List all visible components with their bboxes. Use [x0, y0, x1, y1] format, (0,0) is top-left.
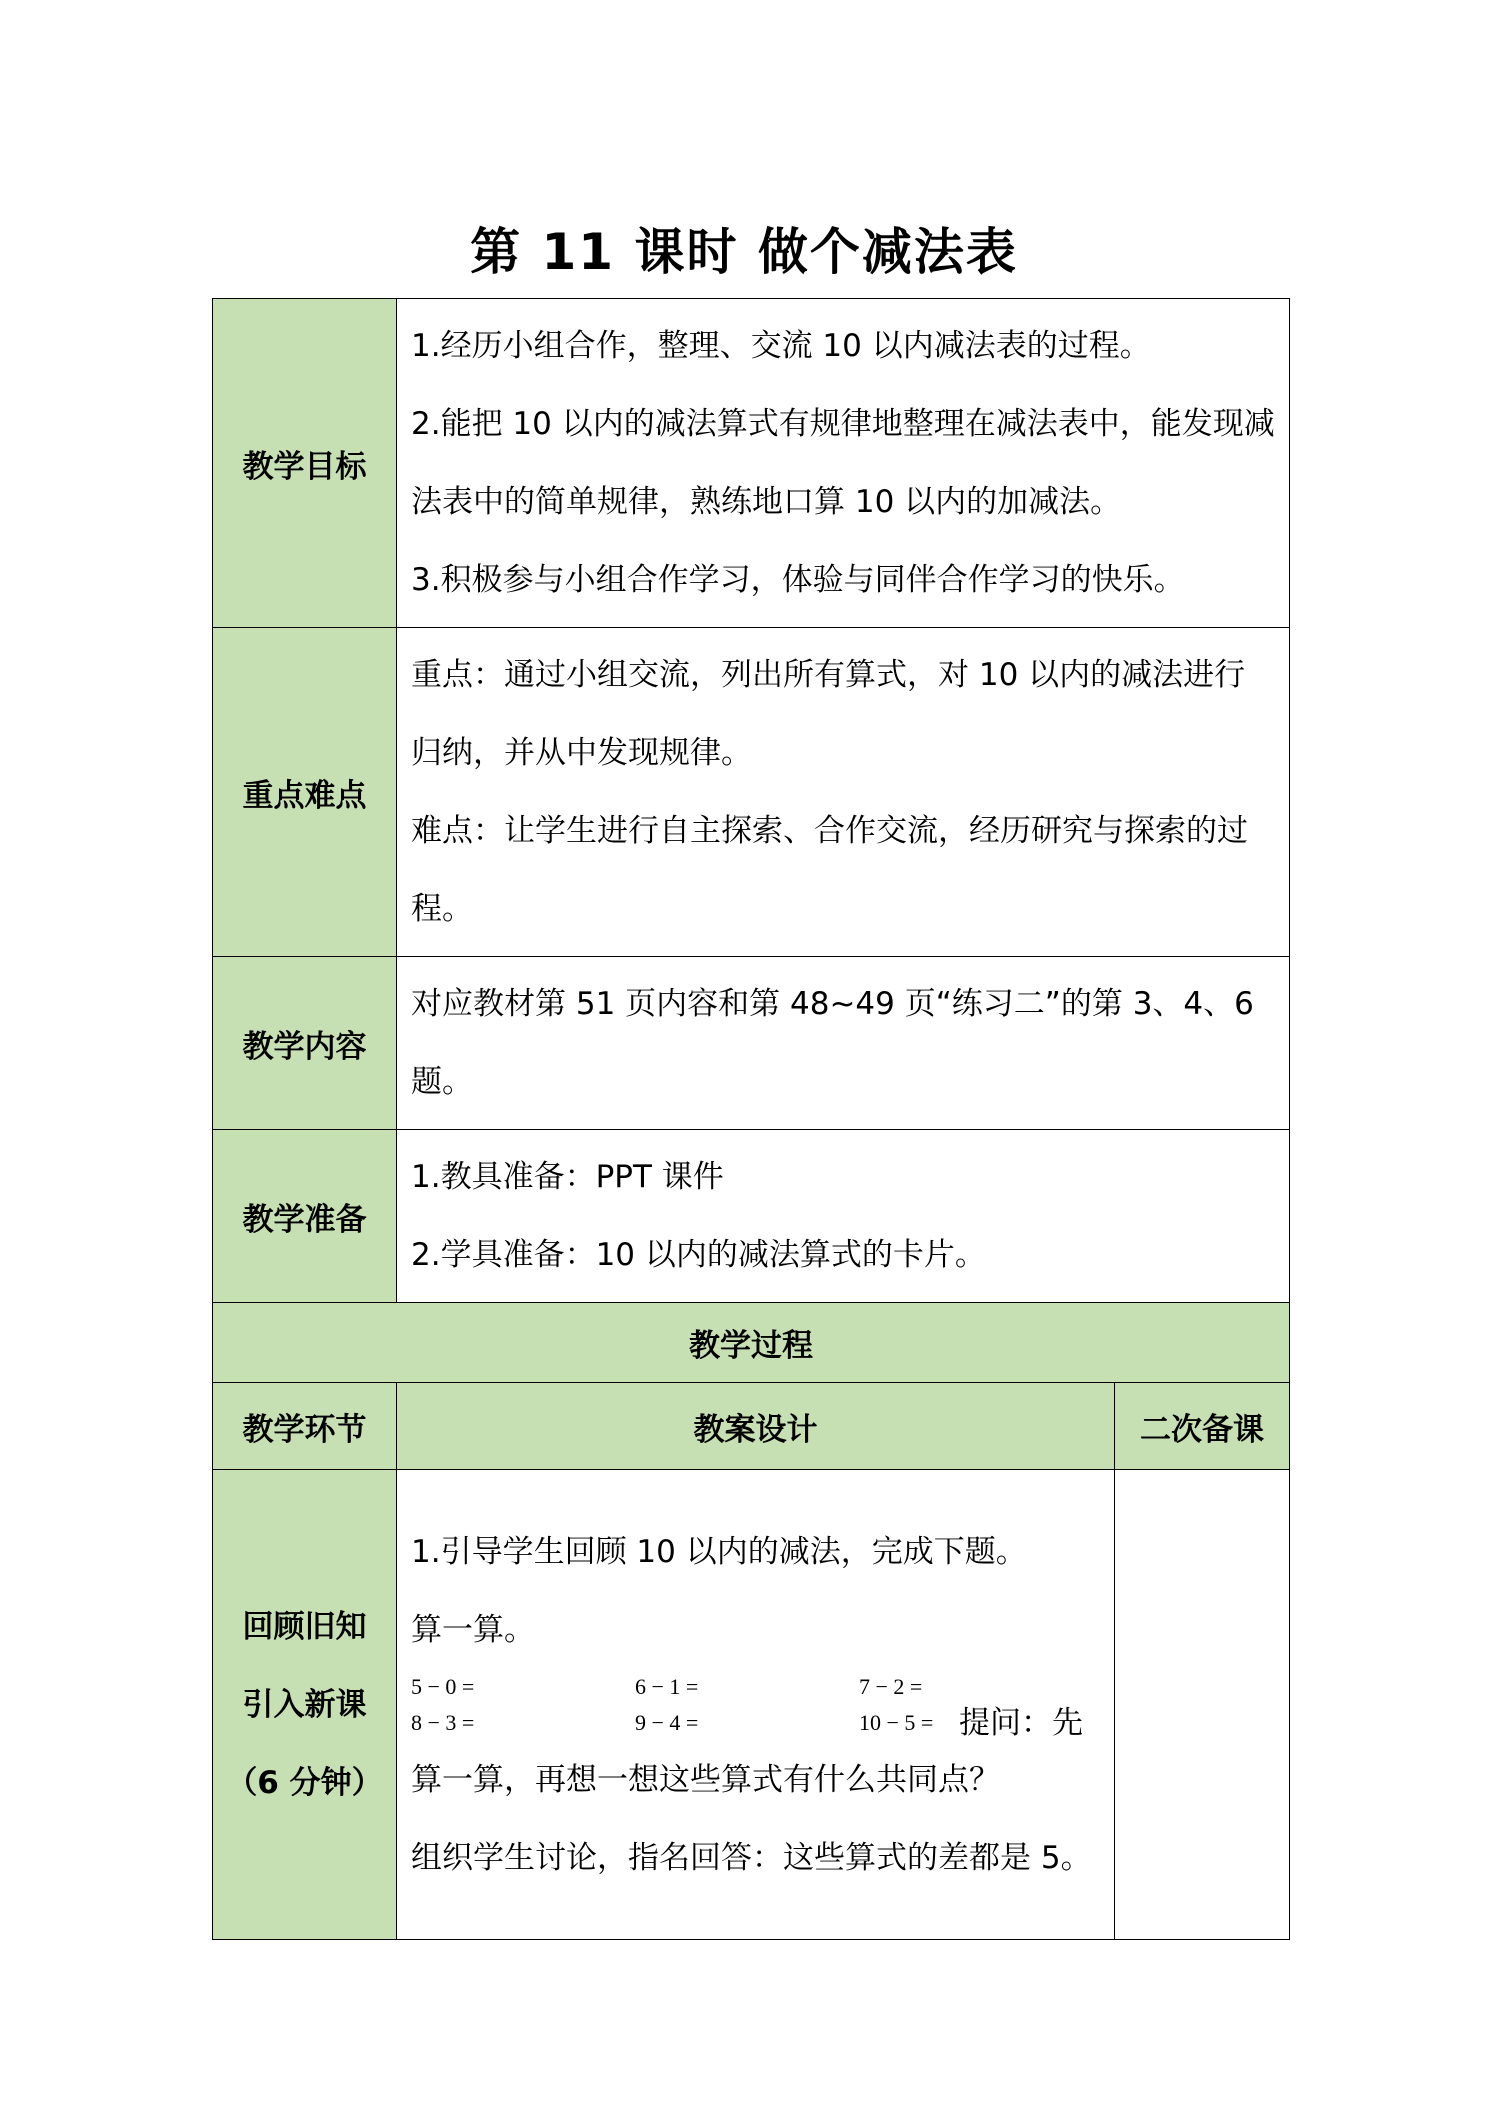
prep-item: 1.教具准备：PPT 课件	[411, 1159, 724, 1195]
prep-row	[213, 1130, 1290, 1303]
keypoints-content	[397, 628, 1290, 957]
question-start: 提问：先	[959, 1704, 1083, 1741]
exercise-item: 6 − 1 =	[635, 1673, 699, 1699]
column-header-stage: 教学环节	[213, 1383, 397, 1470]
stage-label-line: （6 分钟）	[226, 1764, 383, 1801]
exercise-row	[411, 1705, 1100, 1741]
process-header: 教学过程	[213, 1303, 1290, 1383]
goals-content	[397, 299, 1290, 628]
process-header-row	[213, 1303, 1290, 1383]
content-row	[213, 957, 1290, 1130]
stage-design	[397, 1470, 1115, 1940]
content-text: 对应教材第 51 页内容和第 48~49 页“练习二”的第 3、4、6 题。	[397, 957, 1290, 1130]
column-header-row	[213, 1383, 1290, 1470]
prep-item: 2.学具准备：10 以内的减法算式的卡片。	[411, 1237, 986, 1273]
goal-item: 2.能把 10 以内的减法算式有规律地整理在减法表中，能发现减法表中的简单规律，熟练地口算 10 以内的加减法。	[411, 406, 1275, 520]
exercise-item: 5 − 0 =	[411, 1673, 475, 1699]
stage-line: 算一算。	[411, 1611, 535, 1648]
lesson-title: 第 11 课时 做个减法表	[470, 223, 1018, 281]
stage-label-line: 引入新课	[242, 1686, 367, 1723]
exercise-item: 7 − 2 =	[859, 1673, 923, 1699]
prep-content	[397, 1130, 1290, 1303]
stage-revision-blank	[1115, 1470, 1290, 1940]
goal-item: 1.经历小组合作，整理、交流 10 以内减法表的过程。	[411, 328, 1151, 364]
stage-line: 1.引导学生回顾 10 以内的减法，完成下题。	[411, 1533, 1027, 1570]
keypoints-label: 重点难点	[213, 628, 397, 957]
goals-row	[213, 299, 1290, 628]
exercise-item: 10 − 5 =	[859, 1709, 934, 1735]
exercise-row	[411, 1669, 1100, 1705]
keypoint-item: 难点：让学生进行自主探索、合作交流，经历研究与探索的过程。	[411, 813, 1248, 927]
prep-label: 教学准备	[213, 1130, 397, 1303]
stage-line: 组织学生讨论，指名回答：这些算式的差都是 5。	[411, 1839, 1092, 1876]
stage-label-line: 回顾旧知	[242, 1608, 367, 1645]
column-header-design: 教案设计	[397, 1383, 1115, 1470]
stage-row	[213, 1470, 1290, 1940]
keypoints-row	[213, 628, 1290, 957]
goals-label: 教学目标	[213, 299, 397, 628]
stage-line: 算一算，再想一想这些算式有什么共同点？	[411, 1761, 1000, 1798]
goal-item: 3.积极参与小组合作学习，体验与同伴合作学习的快乐。	[411, 562, 1185, 598]
lesson-plan-table	[212, 298, 1290, 1940]
keypoint-item: 重点：通过小组交流，列出所有算式，对 10 以内的减法进行归纳，并从中发现规律。	[411, 657, 1246, 771]
column-header-revision: 二次备课	[1115, 1383, 1290, 1470]
content-label: 教学内容	[213, 957, 397, 1130]
exercise-item: 8 − 3 =	[411, 1709, 475, 1735]
stage-label	[213, 1470, 397, 1940]
exercise-item: 9 − 4 =	[635, 1709, 699, 1735]
